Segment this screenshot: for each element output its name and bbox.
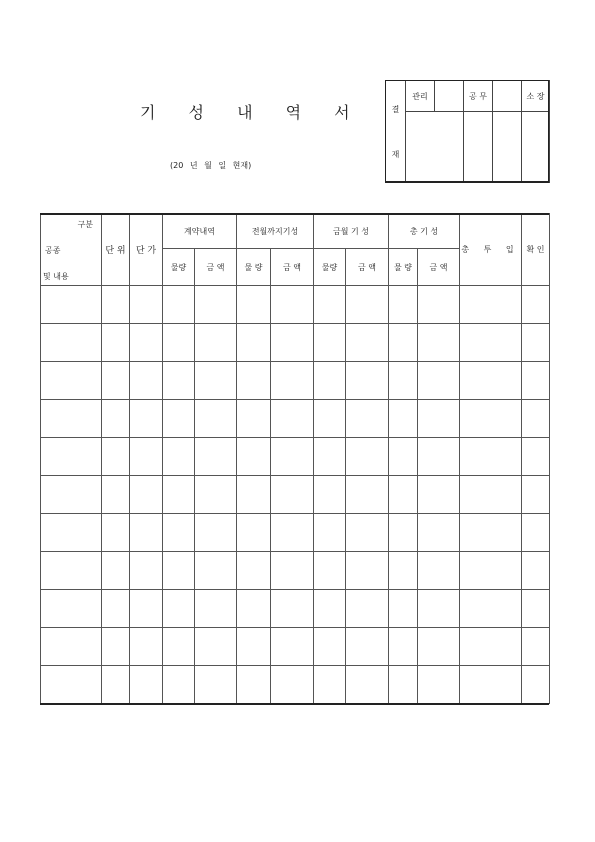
table-cell[interactable] bbox=[130, 666, 163, 704]
table-cell[interactable] bbox=[195, 362, 237, 400]
table-cell[interactable] bbox=[41, 324, 102, 362]
table-cell[interactable] bbox=[271, 628, 314, 666]
table-cell[interactable] bbox=[389, 552, 418, 590]
table-cell[interactable] bbox=[314, 286, 346, 324]
approval-col-director: 소 장 bbox=[522, 81, 550, 112]
unit-header: 단 위 bbox=[102, 214, 130, 286]
unit-price-header: 단 가 bbox=[130, 214, 163, 286]
table-row bbox=[41, 552, 550, 590]
table-cell[interactable] bbox=[102, 514, 130, 552]
table-cell[interactable] bbox=[237, 438, 271, 476]
table-cell[interactable] bbox=[418, 666, 460, 704]
table-cell[interactable] bbox=[102, 362, 130, 400]
table-cell[interactable] bbox=[41, 628, 102, 666]
table-cell[interactable] bbox=[271, 590, 314, 628]
table-cell[interactable] bbox=[522, 590, 550, 628]
table-row bbox=[41, 324, 550, 362]
table-cell[interactable] bbox=[314, 362, 346, 400]
table-cell[interactable] bbox=[460, 400, 522, 438]
table-cell[interactable] bbox=[195, 324, 237, 362]
table-cell[interactable] bbox=[195, 438, 237, 476]
table-cell[interactable] bbox=[389, 514, 418, 552]
table-cell[interactable] bbox=[418, 362, 460, 400]
table-cell[interactable] bbox=[102, 324, 130, 362]
approval-label-bottom: 재 bbox=[391, 149, 400, 159]
table-cell[interactable] bbox=[314, 476, 346, 514]
table-row bbox=[41, 666, 550, 704]
table-cell[interactable] bbox=[41, 590, 102, 628]
table-cell[interactable] bbox=[522, 438, 550, 476]
table-cell[interactable] bbox=[130, 552, 163, 590]
sub-amount: 금 액 bbox=[346, 249, 389, 286]
table-cell[interactable] bbox=[460, 552, 522, 590]
table-row bbox=[41, 476, 550, 514]
sub-amount: 금 액 bbox=[418, 249, 460, 286]
table-cell[interactable] bbox=[389, 324, 418, 362]
table-cell[interactable] bbox=[195, 514, 237, 552]
table-cell[interactable] bbox=[130, 514, 163, 552]
table-cell[interactable] bbox=[195, 476, 237, 514]
sub-quantity: 물 량 bbox=[389, 249, 418, 286]
table-cell[interactable] bbox=[271, 324, 314, 362]
table-cell[interactable] bbox=[271, 514, 314, 552]
table-cell[interactable] bbox=[418, 286, 460, 324]
table-cell[interactable] bbox=[102, 286, 130, 324]
table-row bbox=[41, 286, 550, 324]
table-row bbox=[41, 590, 550, 628]
table-cell[interactable] bbox=[102, 590, 130, 628]
progress-table bbox=[40, 213, 550, 704]
approval-sign-director[interactable] bbox=[522, 112, 550, 183]
table-cell[interactable] bbox=[389, 286, 418, 324]
table-cell[interactable] bbox=[346, 286, 389, 324]
table-row bbox=[41, 400, 550, 438]
table-cell[interactable] bbox=[102, 438, 130, 476]
table-cell[interactable] bbox=[271, 400, 314, 438]
corner-category: 구분 bbox=[77, 219, 93, 229]
table-cell[interactable] bbox=[346, 362, 389, 400]
table-cell[interactable] bbox=[271, 666, 314, 704]
table-cell[interactable] bbox=[522, 514, 550, 552]
corner-content: 및 내용 bbox=[43, 271, 69, 281]
table-cell[interactable] bbox=[418, 400, 460, 438]
table-cell[interactable] bbox=[41, 400, 102, 438]
table-cell[interactable] bbox=[195, 666, 237, 704]
table-cell[interactable] bbox=[314, 666, 346, 704]
table-cell[interactable] bbox=[522, 552, 550, 590]
table-cell[interactable] bbox=[346, 666, 389, 704]
approval-sign-manage[interactable] bbox=[406, 112, 464, 183]
corner-header bbox=[41, 214, 102, 286]
table-cell[interactable] bbox=[346, 514, 389, 552]
table-cell[interactable] bbox=[130, 286, 163, 324]
table-cell[interactable] bbox=[163, 400, 195, 438]
table-cell[interactable] bbox=[130, 400, 163, 438]
table-cell[interactable] bbox=[460, 476, 522, 514]
table-cell[interactable] bbox=[314, 324, 346, 362]
table-cell[interactable] bbox=[460, 590, 522, 628]
table-cell[interactable] bbox=[522, 286, 550, 324]
table-cell[interactable] bbox=[163, 362, 195, 400]
corner-trade: 공종 bbox=[45, 245, 61, 255]
approval-box bbox=[385, 80, 550, 183]
table-cell[interactable] bbox=[163, 552, 195, 590]
investment-header: 총 투 입 bbox=[460, 214, 522, 286]
table-cell[interactable] bbox=[389, 438, 418, 476]
table-cell[interactable] bbox=[522, 324, 550, 362]
table-cell[interactable] bbox=[41, 286, 102, 324]
table-cell[interactable] bbox=[418, 324, 460, 362]
document-subtitle: (20 년 월 일 현재) bbox=[170, 161, 252, 170]
table-cell[interactable] bbox=[346, 590, 389, 628]
table-cell[interactable] bbox=[522, 400, 550, 438]
table-cell[interactable] bbox=[41, 666, 102, 704]
table-cell[interactable] bbox=[314, 438, 346, 476]
group-total: 총 기 성 bbox=[389, 214, 460, 249]
table-cell[interactable] bbox=[389, 476, 418, 514]
approval-sign-works-extra[interactable] bbox=[493, 112, 522, 183]
document-title: 기 성 내 역 서 bbox=[140, 103, 364, 122]
table-cell[interactable] bbox=[314, 628, 346, 666]
table-cell[interactable] bbox=[130, 324, 163, 362]
table-cell[interactable] bbox=[195, 590, 237, 628]
table-cell[interactable] bbox=[237, 590, 271, 628]
table-cell[interactable] bbox=[418, 438, 460, 476]
table-cell[interactable] bbox=[460, 514, 522, 552]
table-cell[interactable] bbox=[460, 438, 522, 476]
table-cell[interactable] bbox=[237, 362, 271, 400]
table-cell[interactable] bbox=[163, 286, 195, 324]
table-cell[interactable] bbox=[237, 514, 271, 552]
table-cell[interactable] bbox=[314, 400, 346, 438]
table-cell[interactable] bbox=[314, 514, 346, 552]
table-cell[interactable] bbox=[41, 552, 102, 590]
table-cell[interactable] bbox=[346, 438, 389, 476]
table-cell[interactable] bbox=[163, 666, 195, 704]
table-cell[interactable] bbox=[163, 628, 195, 666]
table-row bbox=[41, 438, 550, 476]
table-cell[interactable] bbox=[237, 286, 271, 324]
table-cell[interactable] bbox=[389, 666, 418, 704]
table-cell[interactable] bbox=[522, 362, 550, 400]
group-current: 금월 기 성 bbox=[314, 214, 389, 249]
table-cell[interactable] bbox=[418, 628, 460, 666]
table-cell[interactable] bbox=[460, 286, 522, 324]
table-cell[interactable] bbox=[389, 590, 418, 628]
approval-label bbox=[386, 81, 406, 183]
table-cell[interactable] bbox=[418, 590, 460, 628]
approval-label-top: 결 bbox=[391, 104, 400, 114]
table-cell[interactable] bbox=[237, 552, 271, 590]
sub-quantity: 물량 bbox=[163, 249, 195, 286]
table-cell[interactable] bbox=[418, 514, 460, 552]
table-cell[interactable] bbox=[271, 286, 314, 324]
table-cell[interactable] bbox=[460, 666, 522, 704]
table-cell[interactable] bbox=[130, 476, 163, 514]
table-cell[interactable] bbox=[163, 324, 195, 362]
table-cell[interactable] bbox=[271, 476, 314, 514]
table-cell[interactable] bbox=[237, 400, 271, 438]
approval-spacer bbox=[493, 81, 522, 112]
table-cell[interactable] bbox=[237, 324, 271, 362]
table-cell[interactable] bbox=[130, 438, 163, 476]
table-cell[interactable] bbox=[314, 552, 346, 590]
table-cell[interactable] bbox=[389, 628, 418, 666]
table-cell[interactable] bbox=[522, 628, 550, 666]
table-cell[interactable] bbox=[102, 400, 130, 438]
approval-col-works: 공 무 bbox=[464, 81, 493, 112]
table-cell[interactable] bbox=[346, 628, 389, 666]
table-cell[interactable] bbox=[418, 476, 460, 514]
table-cell[interactable] bbox=[41, 476, 102, 514]
table-cell[interactable] bbox=[522, 666, 550, 704]
table-cell[interactable] bbox=[460, 362, 522, 400]
sub-amount: 금 액 bbox=[195, 249, 237, 286]
table-cell[interactable] bbox=[41, 514, 102, 552]
table-cell[interactable] bbox=[389, 362, 418, 400]
table-cell[interactable] bbox=[346, 324, 389, 362]
table-cell[interactable] bbox=[271, 438, 314, 476]
sub-amount: 금 액 bbox=[271, 249, 314, 286]
table-cell[interactable] bbox=[102, 476, 130, 514]
table-row bbox=[41, 514, 550, 552]
sub-quantity: 물량 bbox=[314, 249, 346, 286]
table-cell[interactable] bbox=[460, 324, 522, 362]
table-cell[interactable] bbox=[195, 400, 237, 438]
sub-quantity: 물 량 bbox=[237, 249, 271, 286]
approval-spacer bbox=[435, 81, 464, 112]
approval-col-manage: 관리 bbox=[406, 81, 435, 112]
table-cell[interactable] bbox=[389, 400, 418, 438]
table-cell[interactable] bbox=[346, 476, 389, 514]
table-cell[interactable] bbox=[163, 514, 195, 552]
table-cell[interactable] bbox=[130, 628, 163, 666]
table-cell[interactable] bbox=[237, 628, 271, 666]
table-cell[interactable] bbox=[346, 552, 389, 590]
table-cell[interactable] bbox=[195, 552, 237, 590]
table-row bbox=[41, 628, 550, 666]
table-cell[interactable] bbox=[237, 666, 271, 704]
table-cell[interactable] bbox=[130, 362, 163, 400]
table-cell[interactable] bbox=[271, 552, 314, 590]
table-cell[interactable] bbox=[314, 590, 346, 628]
table-cell[interactable] bbox=[163, 476, 195, 514]
table-cell[interactable] bbox=[163, 438, 195, 476]
table-cell[interactable] bbox=[195, 286, 237, 324]
confirm-header: 확 인 bbox=[522, 214, 550, 286]
table-cell[interactable] bbox=[418, 552, 460, 590]
table-cell[interactable] bbox=[195, 628, 237, 666]
table-cell[interactable] bbox=[102, 628, 130, 666]
approval-sign-works[interactable] bbox=[464, 112, 493, 183]
table-cell[interactable] bbox=[41, 438, 102, 476]
table-cell[interactable] bbox=[237, 476, 271, 514]
table-body bbox=[41, 286, 550, 704]
table-cell[interactable] bbox=[102, 666, 130, 704]
table-cell[interactable] bbox=[271, 362, 314, 400]
table-cell[interactable] bbox=[163, 590, 195, 628]
table-cell[interactable] bbox=[102, 552, 130, 590]
table-cell[interactable] bbox=[346, 400, 389, 438]
table-row bbox=[41, 362, 550, 400]
group-contract: 계약내역 bbox=[163, 214, 237, 249]
table-cell[interactable] bbox=[522, 476, 550, 514]
table-cell[interactable] bbox=[460, 628, 522, 666]
group-previous: 전월까지기성 bbox=[237, 214, 314, 249]
table-cell[interactable] bbox=[41, 362, 102, 400]
table-cell[interactable] bbox=[130, 590, 163, 628]
